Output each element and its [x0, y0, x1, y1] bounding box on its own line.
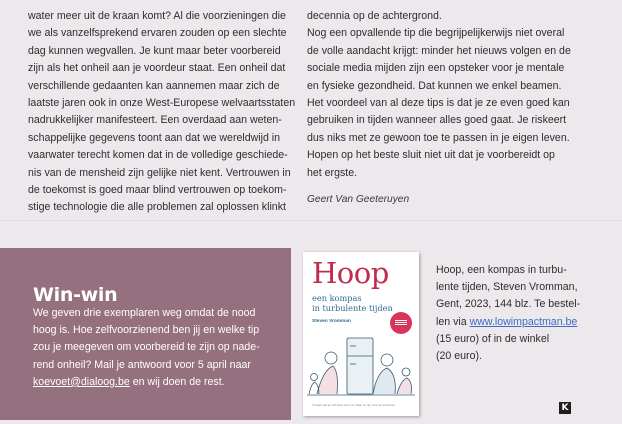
- article-author: Geert Van Geeteruyen: [307, 194, 410, 205]
- book-cover-tagline: Ontdek wat je zelf doen kunt om klaar te zijn voor de toekomst: [312, 403, 395, 407]
- book-info-line: (15 euro) of in de winkel: [436, 332, 550, 345]
- promo-body: [33, 305, 260, 391]
- promo-email-suffix: en wij doen de rest.: [129, 375, 225, 388]
- article-line: schappelijke gegevens toont aan dat we wereldwijd in: [28, 131, 281, 144]
- article-line: Nog een opvallende tip die begrijpelijkerwijs niet overal: [307, 27, 565, 40]
- book-info-link-prefix: len via: [436, 315, 470, 328]
- publisher-logo-icon: K: [559, 402, 571, 414]
- article-line: de volle aandacht krijgt: minder het nieuws volgen en de: [307, 44, 571, 57]
- article-line: stige technologie die alle problemen zal oplossen klinkt: [28, 201, 286, 214]
- article-line: water meer uit de kraan komt? Al die voorzieningen die: [28, 10, 286, 22]
- article-line: zijn als het onheil aan je voordeur staat. Een onheil dat: [28, 62, 286, 75]
- article-line: laatste jaren ook in onze West-Europese welvaartsstaten: [28, 97, 296, 110]
- promo-email-line: [33, 374, 260, 391]
- book-cover-subtitle: [312, 294, 393, 313]
- article-line: Hopen op het beste sluit niet uit dat je voorbereidt op: [307, 149, 555, 162]
- article-line: vaarwater terecht komen dat in de volledige geschiede-: [28, 149, 288, 162]
- article-line: nadrukkelijker manifesteert. Een overdaad aan weten-: [28, 114, 282, 127]
- article-line: de toekomst is goed maar blind vertrouwen op toekom-: [28, 184, 287, 197]
- promo-title: Win-win: [33, 284, 118, 306]
- promo-line: zou je meegeven om voorbereid te zijn op nade-: [33, 341, 260, 354]
- article-line: dus niks met ze gewoon toe te passen in je eigen leven.: [307, 131, 570, 144]
- book-info-line: (20 euro).: [436, 350, 482, 363]
- book-info: [436, 262, 580, 365]
- book-info-line: lente tijden, Steven Vromman,: [436, 281, 578, 294]
- book-cover-title: Hoop: [312, 256, 389, 290]
- book-info-line: Hoop, een kompas in turbu-: [436, 264, 567, 276]
- article-line: en fysieke gezondheid. Dat kunnen we enkel beamen.: [307, 79, 562, 92]
- book-info-line: Gent, 2023, 144 blz. Te bestel-: [436, 298, 581, 311]
- promo-email-link[interactable]: koevoet@dialoog.be: [33, 375, 130, 388]
- book-cover-illustration: [307, 332, 415, 400]
- article-line: het ergste.: [307, 166, 358, 179]
- book-website-link[interactable]: www.lowimpactman.be: [469, 315, 578, 328]
- promo-line: rend onheil? Mail je antwoord voor 5 april naar: [33, 358, 251, 371]
- section-divider: [0, 220, 622, 221]
- article-left-column: [28, 8, 295, 217]
- book-cover-subtitle-line: een kompas: [312, 293, 362, 303]
- article-right-column: [307, 8, 571, 182]
- article-line: verschillende gedaanten kan aannemen maar zich de: [28, 79, 280, 92]
- article-line: Het voordeel van al deze tips is dat je ze even goed kan: [307, 97, 570, 110]
- promo-line: We geven drie exemplaren weg omdat de nood: [33, 307, 256, 319]
- article-line: gebruiken in tijden wanneer alles goed gaat. Je riskeert: [307, 114, 567, 127]
- article-line: sociale media mijden zijn een opsteker voor je mentale: [307, 62, 565, 75]
- book-cover-author: Steven Vromman: [312, 319, 351, 324]
- promo-line: hoog is. Hoe zelfvoorzienend ben jij en welke tip: [33, 324, 260, 337]
- book-info-link-line: [436, 314, 580, 331]
- article-line: dag kunnen wegvallen. Je kunt maar beter voorbereid: [28, 44, 281, 57]
- article-line: decennia op de achtergrond.: [307, 10, 442, 22]
- book-cover-badge: [390, 312, 412, 334]
- book-cover: [303, 252, 419, 416]
- article-line: nis van de mensheid zijn gelijke niet kent. Vertrouwen in: [28, 166, 291, 179]
- article-line: we als vanzelfsprekend ervaren zouden op een slechte: [28, 27, 287, 40]
- book-cover-subtitle-line: in turbulente tijden: [312, 302, 393, 313]
